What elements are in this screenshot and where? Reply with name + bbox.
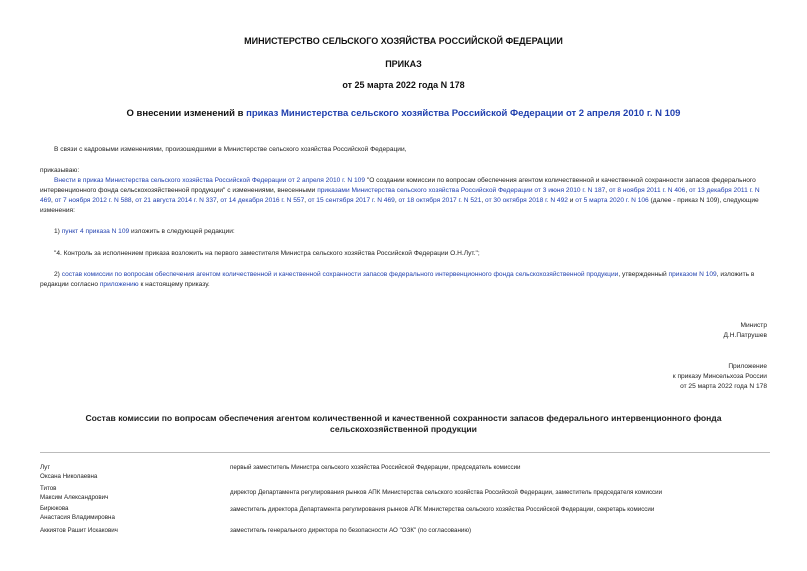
subject-prefix: О внесении изменений в <box>126 108 247 119</box>
appendix-line-1: Приложение <box>728 363 767 370</box>
item-1-link[interactable]: пункт 4 приказа N 109 <box>61 228 130 235</box>
p1-sep: , <box>51 197 55 204</box>
preamble: В связи с кадровыми изменениями, произошедшими в Министерстве сельского хозяйства Российской Федерации, <box>54 146 407 153</box>
order-word: приказываю: <box>40 167 80 174</box>
doc-subject <box>0 108 807 119</box>
p1-link-amend-557[interactable]: от 14 декабря 2016 г. N 557 <box>220 197 305 204</box>
member-given-names: Максим Александрович <box>40 493 109 501</box>
member-given-names: Анастасия Владимировна <box>40 513 115 521</box>
p1-link-order-109[interactable]: Внести в приказ Министерства сельского хозяйства Российской Федерации от 2 апреля 2010 г. N 109 <box>54 177 366 184</box>
item-2-text: , утвержденный <box>618 271 669 278</box>
member-name <box>40 505 220 522</box>
composition-title: Состав комиссии по вопросам обеспечения агентом количественной и качественной сохранности запасов федерального интервенционного фонда сельскохозяйственной продукции <box>85 413 722 434</box>
signature-block <box>723 321 767 341</box>
p1-text: "О создании комиссии по вопросам обеспечения агентом количественной и качественной сохранности запасов федерального интервенционного фонда сельскохозяйственной продукции" с изменениями, внесенными <box>40 177 756 194</box>
p1-link-amend-469-2017[interactable]: от 15 сентября 2017 г. N 469 <box>307 197 395 204</box>
p1-sep: , <box>216 197 221 204</box>
item-2-link-order[interactable]: приказом N 109 <box>668 271 717 278</box>
member-given-names: Оксана Николаевна <box>40 472 98 480</box>
p1-text-end: (далее - приказ N 109), следующие изменения: <box>40 197 759 214</box>
appendix-line-2: к приказу Минсельхоза России <box>672 373 767 380</box>
item-2-link-appendix[interactable]: приложению <box>99 281 139 288</box>
member-name <box>40 464 220 481</box>
signature-title: Министр <box>740 322 767 329</box>
member-role: заместитель директора Департамента регулирования рынков АПК Министерства сельского хозяйства Российской Федерации, секретарь комиссии <box>230 506 655 513</box>
subject-link[interactable]: приказ Министерства сельского хозяйства Российской Федерации от 2 апреля 2010 г. N 109 <box>246 108 681 119</box>
item-1-text: изложить в следующей редакции: <box>129 228 235 235</box>
item-2-prefix: 2) <box>54 271 62 278</box>
item-2 <box>40 270 770 290</box>
member-role: директор Департамента регулирования рынков АПК Министерства сельского хозяйства Российской Федерации, заместитель председателя комиссии <box>230 489 663 496</box>
member-surname: Титов <box>40 485 57 492</box>
member-surname: Аккиятов Рашит Искакович <box>40 527 118 534</box>
paragraph-1 <box>40 176 770 216</box>
p1-link-amend-521[interactable]: от 18 октября 2017 г. N 521 <box>398 197 482 204</box>
table-divider <box>40 452 770 453</box>
member-role: первый заместитель Министра сельского хозяйства Российской Федерации, председатель комиссии <box>230 464 521 471</box>
member-name <box>40 485 220 502</box>
item-2-link-composition[interactable]: состав комиссии по вопросам обеспечения агентом количественной и качественной сохранности запасов федерального интервенционного фонда сельскохозяйственной продукции <box>61 271 619 278</box>
item-2-text-end: к настоящему приказу. <box>138 281 210 288</box>
p1-link-amend-588[interactable]: от 7 ноября 2012 г. N 588 <box>54 197 132 204</box>
quote-clause-4: "4. Контроль за исполнением приказа возложить на первого заместителя Министра сельского хозяйства Российской Федерации О.Н.Лут."; <box>54 250 480 257</box>
item-2-text: , изложить в редакции согласно <box>40 271 755 288</box>
p1-sep: , <box>394 197 399 204</box>
signature-name: Д.Н.Патрушев <box>723 332 767 339</box>
p1-link-amend-469[interactable]: от 13 декабря 2011 г. N 469 <box>40 187 760 204</box>
p1-sep: , <box>685 187 690 194</box>
member-surname: Лут <box>40 464 51 471</box>
item-1-prefix: 1) <box>54 228 62 235</box>
p1-sep: , <box>605 187 609 194</box>
appendix-header <box>673 362 767 392</box>
doc-date-number: от 25 марта 2022 года N 178 <box>342 80 465 90</box>
p1-link-amend-492[interactable]: от 30 октября 2018 г. N 492 <box>485 197 568 204</box>
ministry-title: МИНИСТЕРСТВО СЕЛЬСКОГО ХОЗЯЙСТВА РОССИЙСКОЙ ФЕДЕРАЦИИ <box>244 36 563 46</box>
p1-link-amend-106[interactable]: от 5 марта 2020 г. N 106 <box>575 197 649 204</box>
item-1 <box>40 227 770 237</box>
p1-link-amend-337[interactable]: от 21 августа 2014 г. N 337 <box>135 197 217 204</box>
member-role: заместитель генерального директора по безопасности АО "ОЗК" (по согласованию) <box>230 527 472 534</box>
p1-sep: , <box>131 197 136 204</box>
p1-sep: , <box>481 197 486 204</box>
appendix-line-3: от 25 марта 2022 года N 178 <box>680 383 767 390</box>
p1-sep: и <box>567 197 576 204</box>
p1-link-amend-187[interactable]: приказами Министерства сельского хозяйства Российской Федерации от 3 июня 2010 г. N 187 <box>317 187 606 194</box>
member-surname: Бирюкова <box>40 505 69 512</box>
member-name <box>40 527 220 536</box>
doc-type: ПРИКАЗ <box>385 59 422 69</box>
p1-sep: , <box>304 197 308 204</box>
p1-link-amend-406[interactable]: от 8 ноября 2011 г. N 406 <box>608 187 686 194</box>
